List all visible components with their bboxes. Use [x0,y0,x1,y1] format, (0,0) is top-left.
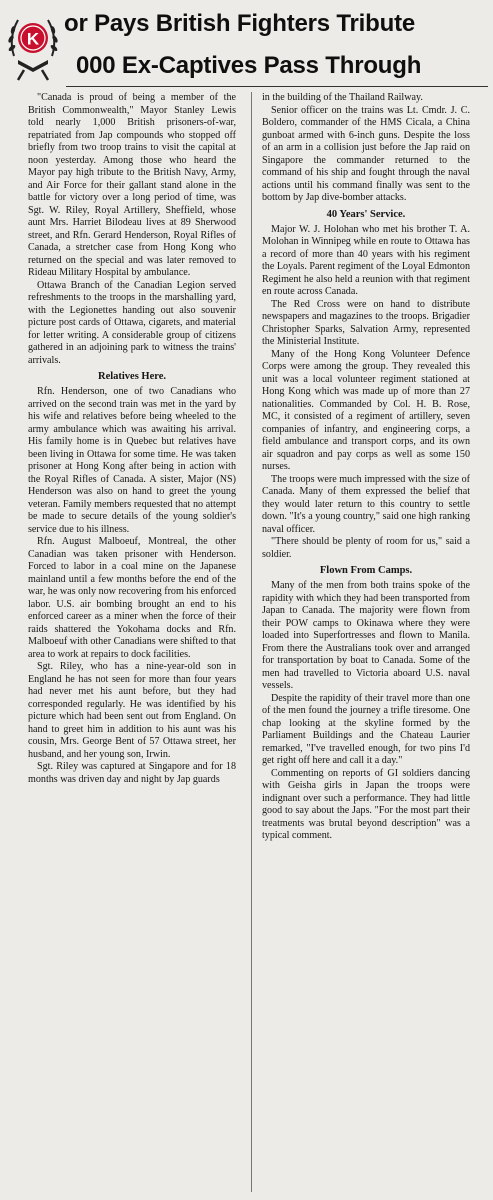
paragraph: Rfn. Henderson, one of two Canadians who arrived on the second train was met in the yard by his wife and relatives before being wheeled to the army ambulance which was awaiting his arrival. His family home is in Quebec but relatives have been living in Ottawa for some time. He was taken prisoner at Hong Kong after being in action with the Royal Rifles of Canada. A sister, Major (NS) Henderson was also on hand to greet the young veteran. Family members requested that no attempt be made to secure details of the young soldier's service due to his illness. [28,386,236,535]
paragraph: Rfn. August Malboeuf, Montreal, the other Canadian was taken prisoner with Henderson. Forced to labor in a coal mine on the Japanese mainland until a few months before the end of the war, he was only now recovering from his enforced labor. U.S. air bombing brought an end to his enforced career as a miner when the force of their raids shattered the Yokohama docks and Rfn. Malboeuf with other Canadians were shifted to that area to work at repairs to dock facilities. [28,536,236,660]
paragraph: "Canada is proud of being a member of the British Commonwealth," Mayor Stanley Lewis told nearly 1,000 British prisoners-of-war, repatriated from Jap compounds who stopped off briefly from two troop trains to visit the capital at noon yesterday. Among those who heard the Mayor pay high tribute to the British Navy, Army, and Air Force for their gallant stand alone in the battle for victory over a long period of time, was Sgt. W. Riley, Royal Artillery, Sheffield, whose aunt Mrs. Harriet Bilodeau lives at 89 Sherwood street, and Rfn. Gerard Henderson, Royal Rifles of Canada, a stretcher case from Hong Kong who returned on the special and was later removed to Rideau Military Hospital by ambulance. [28,92,236,278]
paragraph: The Red Cross were on hand to distribute newspapers and magazines to the troops. Brigadier Christopher Sparks, Salvation Army, represented the Ministerial Institute. [262,298,470,347]
logo-letter: K [26,29,40,49]
paragraph: Sgt. Riley, who has a nine-year-old son in England he has not seen for more than four years had never met his aunt before, but they had corresponded regularly. He was identified by his picture which had been sent out from England. On hand to greet him in addition to his aunt was his cousin, Mrs. George Bent of 57 Ottawa street, her husband, and her young son, Irwin. [28,661,236,760]
paragraph: Despite the rapidity of their travel more than one of the men found the journey a trifle tiresome. One chap looking at the skyline formed by the Parliament Buildings and the Chateau Laurier remarked, "I've travelled enough, for two pins I'd get right off here and call it a day." [262,692,470,766]
left-column [28,92,236,786]
paragraph: Major W. J. Holohan who met his brother T. A. Molohan in Winnipeg while en route to Ottawa has a record of more than 40 years with his regiment the Loyals. Parent regiment of the Loyal Edmonton Regiment he also held a reunion with that regiment en route across Canada. [262,223,470,297]
paragraph: Ottawa Branch of the Canadian Legion served refreshments to the troops in the marshalling yard, with the Legionettes handing out also souvenir picture post cards of Ottawa, cigarets, and material for letter writing. A considerable group of citizens gathered in an adjoining park to witness the trains' arrivals. [28,279,236,366]
headline-rule [66,86,488,87]
subhead-40-years-service: 40 Years' Service. [326,208,406,220]
paragraph: in the building of the Thailand Railway. [262,92,423,103]
headline-line-1: or Pays British Fighters Tribute [64,10,416,37]
paragraph: Many of the Hong Kong Volunteer Defence Corps were among the group. They revealed this unit was a local volunteer regiment stationed at Hong Kong which was made up of more than 27 nationalities. Commanded by Col. H. B. Rose, MC, it consisted of a regiment of artillery, seven companies of infantry, and engineering corps, a field ambulance and transport corps, and its own air squadron and pay corps as well as some 150 nurses. [262,348,470,472]
paragraph: Commenting on reports of GI soldiers dancing with Geisha girls in Japan the troops were indignant over such a performance. They had little good to say about the Japs. "For the most part their treatments was brutal beyond description" was a typical comment. [262,767,470,841]
paragraph: Sgt. Riley was captured at Singapore and for 18 months was driven day and night by Jap guards [28,761,236,785]
subhead-relatives-here: Relatives Here. [97,371,167,382]
right-column [262,92,470,843]
column-divider [251,92,252,1192]
headline-line-2: 000 Ex-Captives Pass Through [76,52,422,79]
paragraph: The troops were much impressed with the size of Canada. Many of them expressed the belief that they would later return to this country to settle down. "It's a young country," said one high ranking naval officer. [262,473,470,535]
subhead-flown-from-camps: Flown From Camps. [319,565,413,576]
paragraph: Many of the men from both trains spoke of the rapidity with which they had been transported from Japan to Canada. The majority were flown from their POW camps to Okinawa where they were loaded into Superfortresses and flown to Manila. From there the Australians took over and arranged for transportation by boat to Canada. Some of the men had travelled to Victoria aboard U.S. naval vessels. [262,580,470,691]
paragraph: Senior officer on the trains was Lt. Cmdr. J. C. Boldero, commander of the HMS Cicala, a China gunboat armed with 6-inch guns. Despite the loss of an arm in a collision just before the Jap raid on Singapore the commander returned to the command of his ship and fought through the naval actions until his command finally was sent to the bottom by Jap dive-bomber attacks. [262,104,470,203]
paragraph: "There should be plenty of room for us," said a soldier. [262,536,470,560]
laurel-wreath-k-icon [4,4,62,84]
